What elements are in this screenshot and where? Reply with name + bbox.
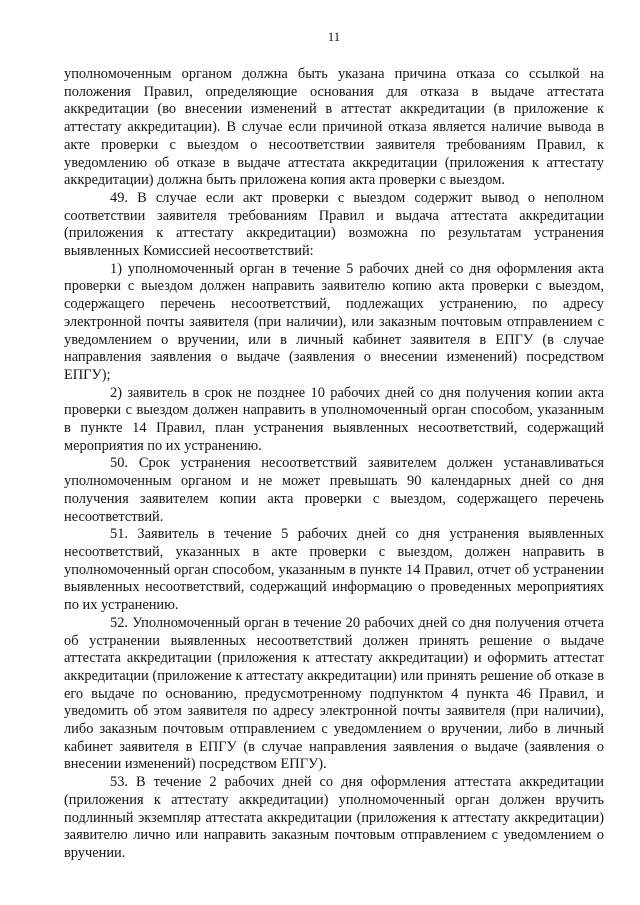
paragraph-49-item-2: 2) заявитель в срок не позднее 10 рабочих дней со дня получения копии акта проверки с выездом должен направить в уполномоченный орган способом, указанным в пункте 14 Правил, план устранения выявленных несоответствий, содержащий мероприятия по их устранению. (64, 384, 604, 454)
paragraph-49-item-1: 1) уполномоченный орган в течение 5 рабочих дней со дня оформления акта проверки с выездом должен направить заявителю копию акта проверки с выездом, содержащего перечень несоответствий, подлежащих устранению, по адресу электронной почты заявителя (при наличии), или заказным почтовым отправлением с уведомлением о вручении, или в личный кабинет заявителя в ЕПГУ (в случае направления заявления о выдаче (заявления о внесении изменений) посредством ЕПГУ); (64, 260, 604, 383)
paragraph-continuation: уполномоченным органом должна быть указана причина отказа со ссылкой на положения Правил, определяющие основания для отказа в выдаче аттестата аккредитации (во внесении изменений в аттестат аккредитации (в приложение к аттестату аккредитации). В случае если причиной отказа является наличие вывода в акте проверки с выездом о несоответствии заявителя требованиям Правил, к уведомлению об отказе в выдаче аттестата аккредитации (приложения к аттестату аккредитации) должна быть приложена копия акта проверки с выездом. (64, 66, 604, 189)
paragraph-51: 51. Заявитель в течение 5 рабочих дней со дня устранения выявленных несоответствий, указанных в акте проверки с выездом, должен направить в уполномоченный орган способом, указанным в пункте 14 Правил, отчет об устранении выявленных несоответствий, содержащий информацию о проведенных мероприятиях по их устранению. (64, 526, 604, 614)
paragraph-53: 53. В течение 2 рабочих дней со дня оформления аттестата аккредитации (приложения к аттестату аккредитации) уполномоченный орган должен вручить подлинный экземпляр аттестата аккредитации (приложения к аттестату аккредитации) заявителю лично или направить заказным почтовым отправлением с уведомлением о вручении. (64, 774, 604, 861)
page-number: 11 (327, 29, 341, 44)
paragraph-49: 49. В случае если акт проверки с выездом содержит вывод о неполном соответствии заявителя требованиям Правил и выдача аттестата аккредитации (приложения к аттестату аккредитации) возможна по результатам устранения выявленных Комиссией несоответствий: (64, 189, 604, 260)
paragraph-50: 50. Срок устранения несоответствий заявителем должен устанавливаться уполномоченным органом и не может превышать 90 календарных дней со дня получения заявителем копии акта проверки с выездом, содержащего перечень несоответствий. (64, 455, 604, 525)
paragraph-52: 52. Уполномоченный орган в течение 20 рабочих дней со дня получения отчета об устранении выявленных несоответствий должен принять решение о выдаче аттестата аккредитации (приложения к аттестату аккредитации) и оформить аттестат аккредитации (приложение к аттестату аккредитации) или принять решение об отказе в его выдаче по основанию, предусмотренному подпунктом 4 пункта 46 Правил, и уведомить об этом заявителя по адресу электронной почты заявителя (при наличии), либо заказным почтовым отправлением с уведомлением о вручении, либо в личный кабинет заявителя в ЕПГУ (в случае направления заявления о выдаче (заявления о внесении изменений) посредством ЕПГУ). (64, 614, 604, 773)
